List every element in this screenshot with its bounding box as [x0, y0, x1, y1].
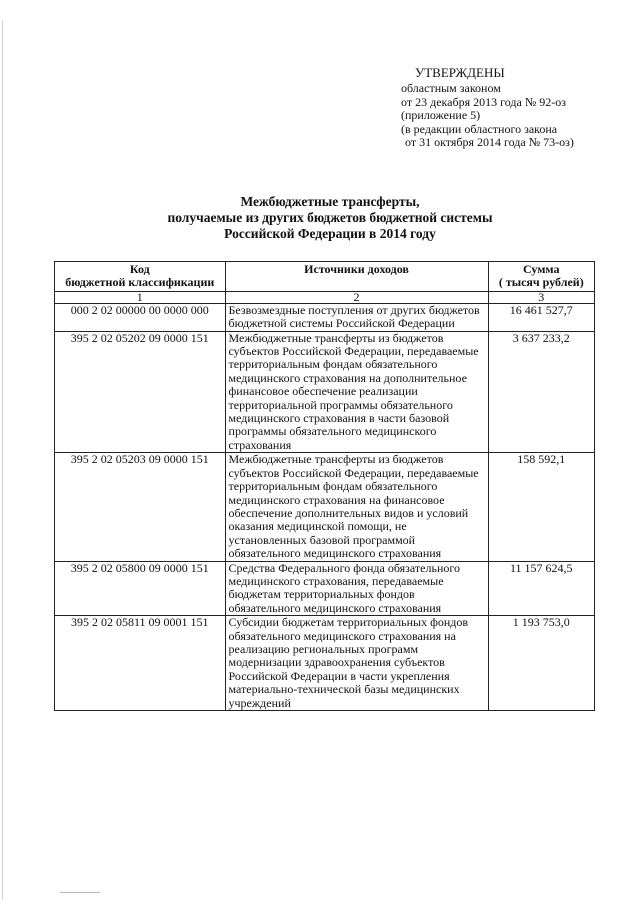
header-amount-line1: Сумма: [523, 262, 560, 276]
approval-line: областным законом: [401, 81, 501, 96]
column-number: 1: [55, 291, 226, 303]
approval-line: от 31 октября 2014 года № 73-оз): [405, 135, 574, 150]
row-code: 395 2 02 05800 09 0000 151: [55, 561, 226, 616]
header-amount: [488, 262, 594, 292]
transfers-table: [54, 261, 595, 711]
title-line: получаемые из других бюджетов бюджетной системы: [167, 210, 493, 225]
column-number: 3: [488, 291, 594, 303]
header-source: Источники доходов: [225, 262, 488, 292]
column-number-row: [55, 291, 595, 303]
header-code: [55, 262, 226, 292]
header-code-line2: бюджетной классификации: [65, 275, 215, 290]
scan-left-edge: [2, 20, 3, 900]
row-code: 395 2 02 05203 09 0000 151: [55, 453, 226, 561]
document-title: [90, 194, 570, 242]
row-source: Безвозмездные поступления от других бюджетов бюджетной системы Российской Федерации: [225, 303, 488, 331]
table-row: [55, 616, 595, 711]
row-amount: 11 157 624,5: [488, 561, 594, 616]
table-row: [55, 303, 595, 331]
row-code: 000 2 02 00000 00 0000 000: [55, 303, 226, 331]
table-row: [55, 331, 595, 453]
title-line: Российской Федерации в 2014 году: [224, 226, 436, 241]
row-amount: 3 637 233,2: [488, 331, 594, 453]
row-code: 395 2 02 05202 09 0000 151: [55, 331, 226, 453]
approval-stamp: [401, 66, 636, 149]
approval-line: (приложение 5): [401, 108, 481, 123]
row-source: Межбюджетные трансферты из бюджетов субъектов Российской Федерации, передаваемые территориальным фондам обязательного медицинского страхования на дополнительное финансовое обеспечение реализации территориальной программы обязательного медицинского страхования в части базовой программы обязательного медицинского страхования: [225, 331, 488, 453]
row-source: Межбюджетные трансферты из бюджетов субъектов Российской Федерации, передаваемые территориальным фондам обязательного медицинского страхования на финансовое обеспечение дополнительных видов и условий оказания медицинской помощи, не установленных базовой программой обязательного медицинского страхования: [225, 453, 488, 561]
title-line: Межбюджетные трансферты,: [240, 194, 420, 209]
table-row: [55, 453, 595, 561]
approval-line: (в редакции областного закона: [401, 121, 558, 136]
row-source: Субсидии бюджетам территориальных фондов обязательного медицинского страхования на реализацию региональных программ модернизации здравоохранения субъектов Российской Федерации в части укрепления материально-технической базы медицинских учреждений: [225, 616, 488, 711]
row-code: 395 2 02 05811 09 0001 151: [55, 616, 226, 711]
header-amount-line2: ( тысяч рублей): [498, 275, 584, 290]
row-amount: 16 461 527,7: [488, 303, 594, 331]
row-amount: 158 592,1: [488, 453, 594, 561]
header-code-line1: Код: [129, 262, 150, 276]
row-amount: 1 193 753,0: [488, 616, 594, 711]
table-header-row: [55, 262, 595, 292]
column-number: 2: [225, 291, 488, 303]
approval-line: от 23 декабря 2013 года № 92-оз: [401, 94, 567, 109]
scan-artifact-line: [60, 892, 100, 893]
table-row: [55, 561, 595, 616]
row-source: Средства Федерального фонда обязательного медицинского страхования, передаваемые бюджетам территориальных фондов обязательного медицинского страхования: [225, 561, 488, 616]
approval-head: УТВЕРЖДЕНЫ: [415, 65, 505, 80]
